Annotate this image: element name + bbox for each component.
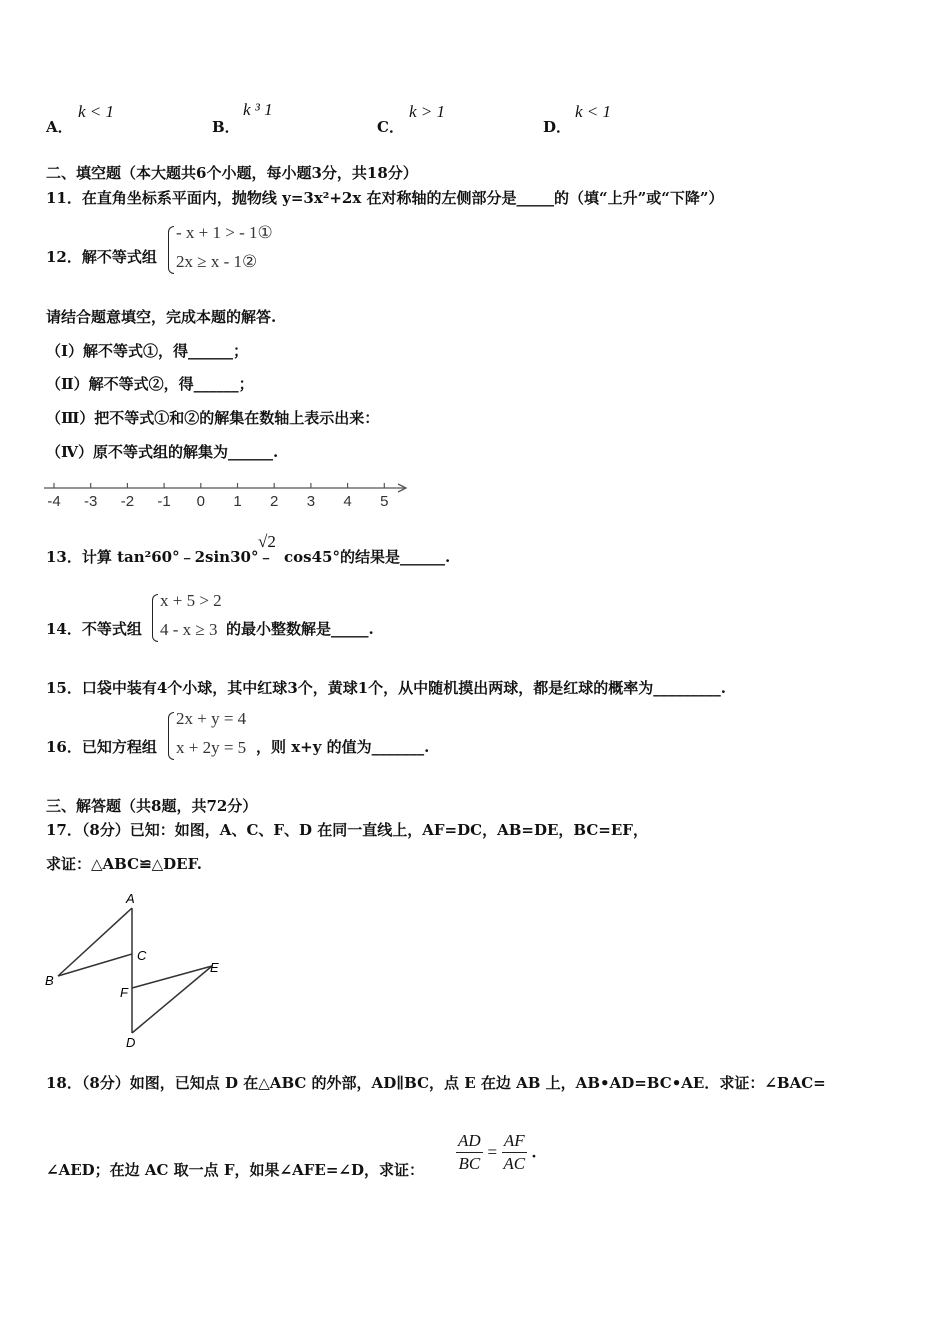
q16-label: 16．已知方程组 <box>46 738 157 756</box>
q13-radical: √2 <box>258 532 276 551</box>
q13-suffix: cos45°的结果是______. <box>284 548 451 566</box>
label-f: F <box>120 985 128 1000</box>
axis-tick-label: 1 <box>233 493 242 510</box>
q16-suffix: ，则 x+y 的值为_______. <box>256 738 430 756</box>
q12-part2: （Ⅱ）解不等式②，得______； <box>46 375 254 393</box>
q18-fraction-group <box>456 1130 537 1175</box>
q14-suffix: 的最小整数解是_____. <box>226 620 374 638</box>
number-line <box>42 478 414 512</box>
option-c-letter: C． <box>377 118 404 136</box>
label-c: C <box>137 948 147 963</box>
axis-tick-label: 2 <box>270 493 279 510</box>
q11-text: 11．在直角坐标系平面内，抛物线 y=3x²+2x 在对称轴的左侧部分是_____的（填“上升”或“下降”） <box>46 189 724 207</box>
q12-line1: - x + 1 > - 1① <box>176 223 273 242</box>
q12-part3: （Ⅲ）把不等式①和②的解集在数轴上表示出来： <box>46 409 380 427</box>
q17-line2: 求证：△ABC≌△DEF. <box>46 855 202 873</box>
option-d-letter: D． <box>543 118 572 136</box>
q13-prefix: 13．计算 tan²60°﹣2sin30°﹣ <box>46 548 274 566</box>
q16-line2: x + 2y = 5 <box>176 738 247 757</box>
label-d: D <box>126 1035 136 1050</box>
frac-equals: = <box>487 1142 498 1162</box>
q14-line2: 4 - x ≥ 3 <box>160 620 218 639</box>
frac-end: . <box>531 1143 537 1162</box>
option-b-letter: B． <box>212 118 240 136</box>
q12-part4: （Ⅳ）原不等式组的解集为______. <box>46 443 279 461</box>
q16-brace <box>168 712 174 760</box>
option-a-expr: k < 1 <box>78 102 115 121</box>
label-b: B <box>45 973 54 988</box>
option-d-expr: k < 1 <box>575 102 612 121</box>
line-ab <box>58 908 132 976</box>
q12-brace <box>168 226 174 274</box>
option-b-expr: k ³ 1 <box>243 100 273 119</box>
frac1-den: BC <box>458 1154 481 1173</box>
axis-tick-label: -4 <box>47 493 61 510</box>
q15-text: 15．口袋中装有4个小球，其中红球3个，黄球1个，从中随机摸出两球，都是红球的概率为_________. <box>46 679 726 697</box>
q16-line1: 2x + y = 4 <box>176 709 247 728</box>
option-c-expr: k > 1 <box>409 102 446 121</box>
q14-label: 14．不等式组 <box>46 620 142 638</box>
option-a-letter: A． <box>46 118 73 136</box>
section3-heading: 三、解答题（共8题，共72分） <box>46 797 258 815</box>
fraction-ad-bc <box>456 1130 483 1175</box>
q12-instruction: 请结合题意填空，完成本题的解答. <box>46 308 277 326</box>
fraction-af-ac <box>502 1130 527 1175</box>
label-e: E <box>210 960 219 975</box>
axis-tick-label: 0 <box>196 493 205 510</box>
axis-tick-label: -1 <box>157 493 171 510</box>
axis-tick-label: -3 <box>84 493 98 510</box>
axis-tick-label: 3 <box>306 493 316 510</box>
axis-tick-label: -2 <box>120 493 135 510</box>
q14-line1: x + 5 > 2 <box>160 591 222 610</box>
label-a: A <box>126 891 135 906</box>
section2-heading: 二、填空题（本大题共6个小题，每小题3分，共18分） <box>46 164 418 182</box>
frac2-den: AC <box>503 1154 526 1173</box>
q17-figure <box>40 888 240 1053</box>
q14-brace <box>152 594 158 642</box>
line-ed <box>132 966 212 1033</box>
q12-label: 12．解不等式组 <box>46 248 157 266</box>
frac2-num: AF <box>502 1130 527 1153</box>
q18-line2: ∠AED；在边 AC 取一点 F，如果∠AFE=∠D，求证： <box>46 1161 424 1179</box>
q12-line2: 2x ≥ x - 1② <box>176 252 258 271</box>
q17-line1: 17．（8分）已知：如图，A、C、F、D 在同一直线上，AF=DC，AB=DE，BC=EF， <box>46 821 648 839</box>
frac1-num: AD <box>456 1130 483 1153</box>
axis-tick-label: 4 <box>343 493 352 510</box>
q18-line1: 18．（8分）如图，已知点 D 在△ABC 的外部，AD∥BC，点 E 在边 AB 上，AB•AD=BC•AE．求证：∠BAC= <box>46 1074 826 1092</box>
q12-part1: （Ⅰ）解不等式①，得______； <box>46 342 249 360</box>
axis-tick-label: 5 <box>380 493 389 510</box>
